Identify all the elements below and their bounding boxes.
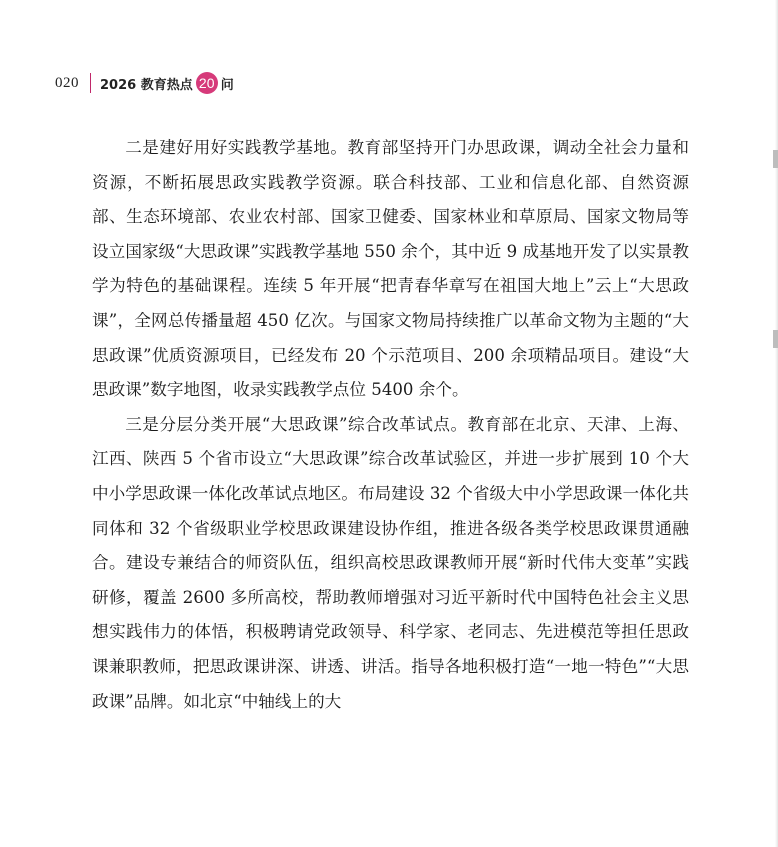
running-header — [55, 70, 234, 96]
book-title-suffix: 问 — [220, 77, 234, 93]
paragraph-reform-pilots: 三是分层分类开展“大思政课”综合改革试点。教育部在北京、天津、上海、江西、陕西 5 个省市设立“大思政课”综合改革试验区，并进一步扩展到 10 个大中小学思政课一体化改革试点地区。布局建设 32 个省级大中小学思政课一体化共同体和 32 个省级职业学校思政课建设协作组，推进各级各类学校思政课贯通融合。建设专兼结合的师资队伍，组织高校思政课教师开展“新时代伟大变革”实践研修，覆盖 2600 多所高校，帮助教师增强对习近平新时代中国特色社会主义思想实践伟力的体悟，积极聘请党政领导、科学家、老同志、先进模范等担任思政课兼职教师，把思政课讲深、讲透、讲活。指导各地积极打造“一地一特色”“大思政课”品牌。如北京“中轴线上的大 — [92, 414, 689, 711]
body-text — [92, 131, 689, 719]
page-edge-mark — [773, 150, 778, 168]
paragraph-practice-bases: 二是建好用好实践教学基地。教育部坚持开门办思政课，调动全社会力量和资源，不断拓展思政实践教学资源。联合科技部、工业和信息化部、自然资源部、生态环境部、农业农村部、国家卫健委、国家林业和草原局、国家文物局等设立国家级“大思政课”实践教学基地 550 余个，其中近 9 成基地开发了以实景教学为特色的基础课程。连续 5 年开展“把青春华章写在祖国大地上”云上“大思政课”，全网总传播量超 450 亿次。与国家文物局持续推广以革命文物为主题的“大思政课”优质资源项目，已经发布 20 个示范项目、200 余项精品项目。建设“大思政课”数字地图，收录实践教学点位 5400 余个。 — [92, 138, 689, 400]
header-divider — [90, 73, 91, 93]
book-title-prefix: 2026 教育热点 — [100, 77, 193, 93]
page-edge-mark — [773, 330, 778, 348]
page-number: 020 — [55, 74, 79, 91]
book-title — [100, 72, 234, 94]
number-badge: 20 — [196, 72, 218, 94]
